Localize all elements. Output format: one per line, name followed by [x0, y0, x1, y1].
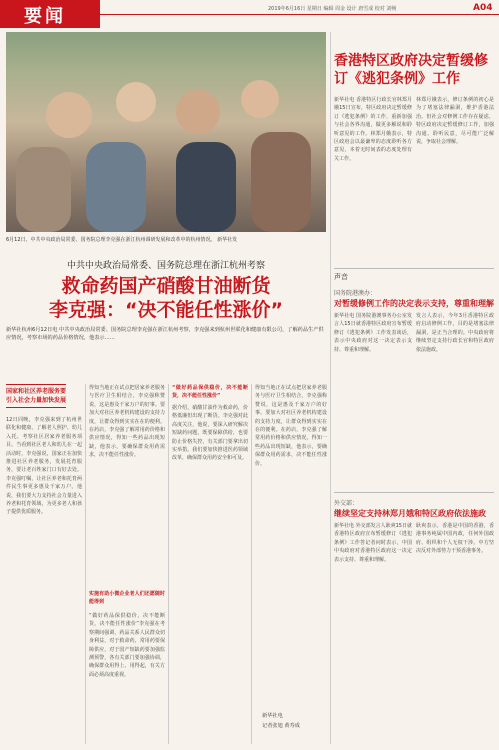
section-title: 要闻	[24, 6, 66, 27]
article-byline: 记者张旭 黄寿成	[262, 723, 300, 729]
headline-kicker: 中共中央政治局常委、国务院总理在浙江杭州考察	[66, 261, 265, 271]
article-column-2: 得知当地正在试点把居家养老服务与医疗卫生相结合，李克强称赞说，这是惠及千家万户的好事。要加大对社区养老机构建设的支持力度，让群众得到实实在在的便利。在药店，李克强了解常用药价格和供应情况，得知一些药品出现短缺，他表示，要确保群众用药需求，决不能任性涨价。	[89, 385, 165, 459]
right-headline: 香港特区政府决定暂缓修订《逃犯条例》工作	[334, 53, 488, 87]
article-subhead-2: 实施有助小微企业老人们还愿随时能得到	[89, 591, 165, 606]
page-number: A04	[473, 3, 493, 13]
column-divider	[85, 384, 86, 744]
column-divider	[251, 384, 252, 744]
issue-meta: 2019年6月16日 星期日 编辑 周金 设计 唐雪成 校对 刘畅	[268, 6, 397, 12]
headline-line-1: 救命药国产硝酸甘油断货	[61, 275, 271, 297]
foreign-column-b: 耿爽表示，香港是中国的香港，香港事务纯属中国内政，任何外国政府、组织和个人无权干涉。中方坚决反对外部势力干预香港事务。	[416, 523, 494, 555]
section-label-voice: 声音	[334, 273, 348, 281]
article-credit: 新华社电	[262, 713, 283, 719]
article-column-4: 得知当地正在试点把居家养老服务与医疗卫生相结合，李克强称赞说，这是惠及千家万户的好事。要加大对社区养老机构建设的支持力度，让群众得到实实在在的便利。在药店，李克强了解常用药价格和供应情况，得知一些药品出现短缺，他表示，要确保群众用药需求，决不能任性涨价。	[255, 385, 327, 467]
article-subhead-1: 国家和社区养老服务要引入社会力量加快发展	[6, 384, 66, 408]
section-rule	[334, 492, 494, 493]
masthead	[0, 0, 499, 30]
right-column-b: 林郑月娥表示，修订条例的初心是为了堵塞法律漏洞，维护香港法治。但社会对修例工作存在疑虑，特区政府决定暂缓修订工作，加强沟通、聆听民意，尽可能广泛解说，争取社会理解。	[416, 97, 494, 146]
masthead-rule	[100, 14, 499, 15]
column-divider	[168, 384, 169, 744]
foreign-headline: 继续坚定支持林郑月娥和特区政府依法施政	[334, 509, 486, 518]
photo-caption: 6月12日，中共中央政治局常委、国务院总理李克强在浙江杭州调研发展和改革中的杭州情况。 新华社发	[6, 237, 238, 243]
voice-column-a: 新华社电 国务院港澳事务办公室发言人15日就香港特区政府宣布暂缓修订《逃犯条例》工作发表谈话，表示中央政府对这一决定表示支持、尊重和理解。	[334, 313, 412, 353]
voice-kicker: 国务院港澳办：	[334, 290, 377, 297]
article-subhead-3: “做好药品保供稳价，决不能断货，决不能任性涨价”	[172, 385, 248, 400]
section-rule	[334, 268, 494, 269]
article-column-2b: “做好药品保供稳价，决不能断货，决不能任性涨价”李克强在考察期间强调，药品关系人民群众切身利益，对于救命药、常用药要保障供应，对于国产短缺药要加强监测预警，各有关部门要加强协调，确保群众用得上、用得起，有关方面必须高度重视。	[89, 613, 165, 678]
article-column-3: 据介绍，硝酸甘油作为救命药，价格低廉但出现了断货。李克强对此高度关注，他说，要深入研究解决短缺药问题，既要保障供给，也要防止价格失控，有关部门要拿出切实举措。我们要加快推进医药领域改革，确保群众用药安全和可及。	[172, 405, 248, 462]
headline-line-2: 李克强：“决不能任性涨价”	[49, 299, 283, 321]
news-photo	[6, 32, 326, 232]
headline-main	[6, 274, 326, 322]
right-column-divider	[330, 32, 331, 744]
voice-column-b: 发言人表示，今年3月香港特区政府启动修例工作，目的是堵塞法律漏洞，是正当合理的。中央政府将继续坚定支持行政长官和特区政府依法施政。	[416, 313, 494, 353]
foreign-kicker: 外交部：	[334, 500, 359, 507]
article-column-1: 12日同晚，李克强来到了杭州世联化和健康，了解老人照护、幼儿入托、考察社区居家养老服务项目。当看到社区老人和幼儿在一起活动时，李克强说，国家正在加快推进社区养老服务，发展托育服务，要让老百姓家门口有好去处。李克强叮嘱，让社区养老和托育两件民生事更多惠及千家万户。他说，我们要大力支持社会力量进入养老和托育领域，为更多老人和孩子提供优质服务。	[6, 417, 82, 516]
lead-paragraph: 新华社杭州6月12日电 中共中央政治局常委、国务院总理李克强在浙江杭州考察，李克强来到杭州世联化和健康有限公司，了解药品生产供应情况，考察市场的药品价格情况，他表示……	[6, 327, 324, 341]
voice-headline: 对暂缓修例工作的决定表示支持，尊重和理解	[334, 299, 494, 308]
right-column-a: 新华社电 香港特区行政长官林郑月娥15日宣布，特区政府决定暂缓修订《逃犯条例》的工作，重新加强与社会各界沟通，做更多解说和聆听意见的工作。林郑月娥表示，特区政府会以最谦卑的态度聆听各方意见，本着无时间表的态度处理有关工作。	[334, 97, 412, 162]
foreign-column-a: 新华社电 外交部发言人耿爽15日就香港特区政府宣布暂缓修订《逃犯条例》工作答记者问时表示，中国中央政府对香港特区政府这一决定表示支持、尊重和理解。	[334, 523, 412, 563]
